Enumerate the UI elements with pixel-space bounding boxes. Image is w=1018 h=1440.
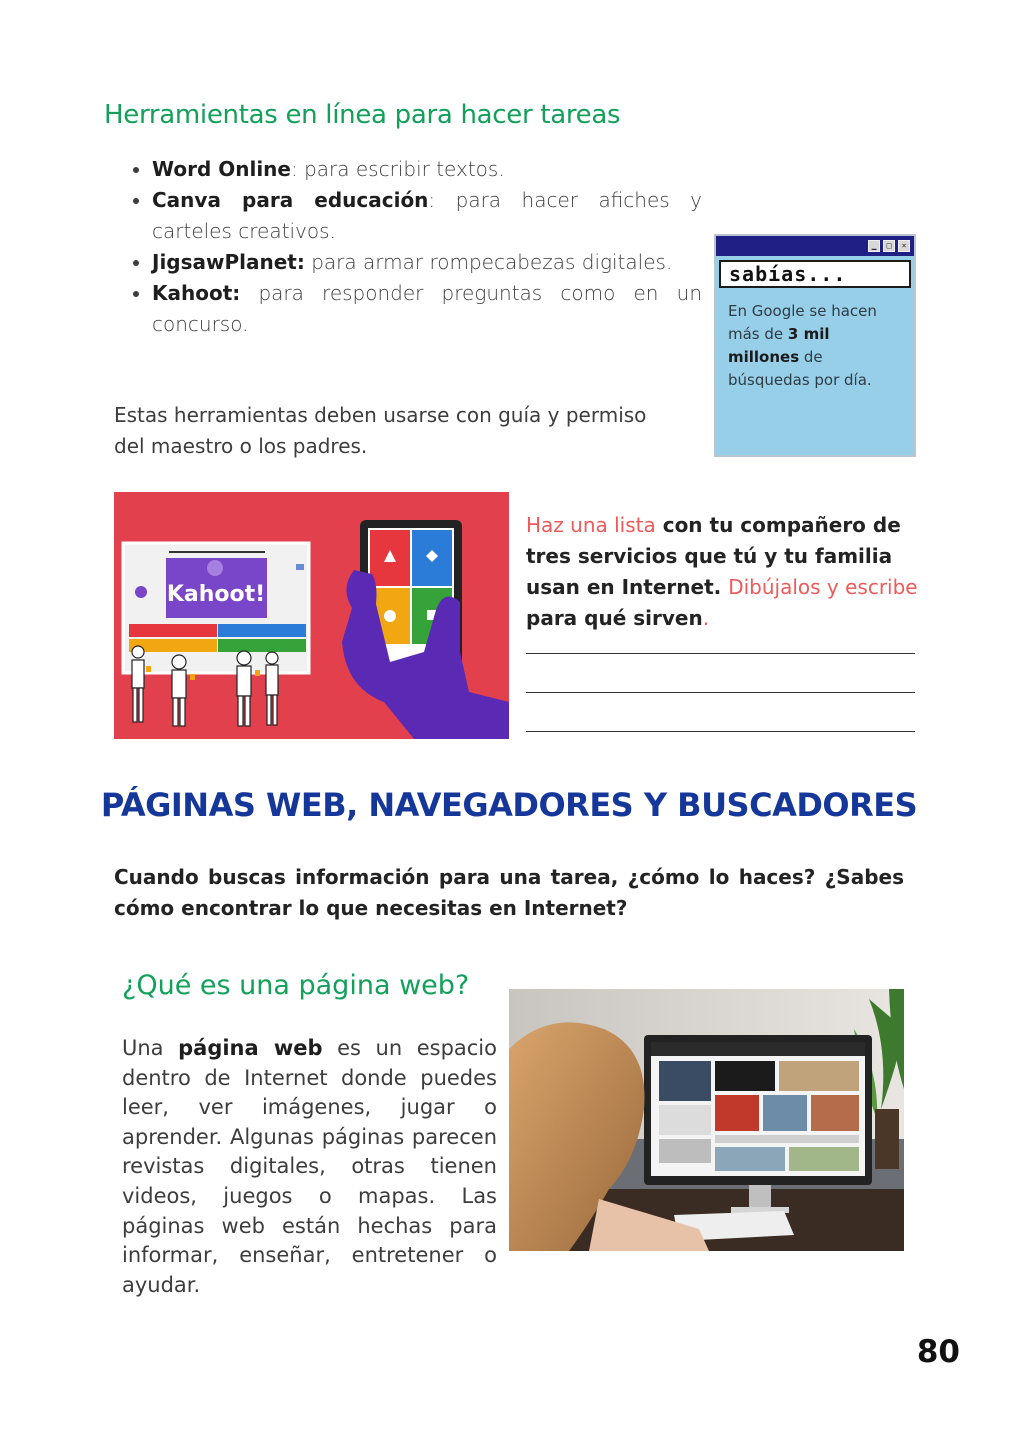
tool-desc: para responder preguntas como en un concurso. <box>152 281 702 336</box>
tools-list <box>126 154 702 340</box>
web-page-heading: ¿Qué es una página web? <box>122 970 470 1001</box>
window-titlebar <box>716 236 914 256</box>
maximize-icon: □ <box>883 240 895 252</box>
list-item <box>152 247 702 278</box>
answer-line-2[interactable] <box>526 692 915 693</box>
tool-name: JigsawPlanet: <box>152 250 305 274</box>
page-number: 80 <box>916 1334 960 1370</box>
list-item <box>152 278 702 340</box>
tool-desc: para armar rompecabezas digitales. <box>304 250 673 274</box>
list-item <box>152 154 702 185</box>
section-title: PÁGINAS WEB, NAVEGADORES Y BUSCADORES <box>100 786 918 824</box>
minimize-icon: ▁ <box>868 240 880 252</box>
tools-heading: Herramientas en línea para hacer tareas <box>104 100 621 130</box>
child-computer-photo <box>509 989 904 1251</box>
close-icon: × <box>898 240 910 252</box>
section-intro: Cuando buscas información para una tarea, ¿cómo lo haces? ¿Sabes cómo encontrar lo que necesitas en Internet? <box>114 865 904 920</box>
tool-name: Canva para educación <box>152 188 429 212</box>
did-you-know-heading: sabías... <box>719 260 911 288</box>
tool-desc: : para hacer afiches y carteles creativos. <box>152 188 702 243</box>
task-instructions: Haz una lista con tu compañero de tres servicios que tú y tu familia usan en Internet. Dibújalos y escribe para qué sirven. <box>526 513 918 630</box>
did-you-know-fact: En Google se hacen más de 3 mil millones de búsquedas por día. <box>728 302 877 389</box>
kahoot-illustration <box>114 492 509 739</box>
kahoot-logo: Kahoot! <box>166 582 266 607</box>
web-page-text: Una página web es un espacio dentro de Internet donde puedes leer, ver imágenes, jugar o aprender. Algunas páginas parecen revistas digitales, otras tienen videos, juegos o mapas. Las páginas web están hechas para informar, enseñar, entretener o ayudar. <box>122 1036 497 1297</box>
tools-note: Estas herramientas deben usarse con guía y permiso del maestro o los padres. <box>114 403 647 458</box>
tool-name: Word Online <box>152 157 291 181</box>
tool-desc: : para escribir textos. <box>290 157 505 181</box>
answer-line-3[interactable] <box>526 731 915 732</box>
list-item <box>152 185 702 247</box>
tool-name: Kahoot: <box>152 281 241 305</box>
did-you-know-box <box>714 234 916 457</box>
answer-line-1[interactable] <box>526 653 915 654</box>
